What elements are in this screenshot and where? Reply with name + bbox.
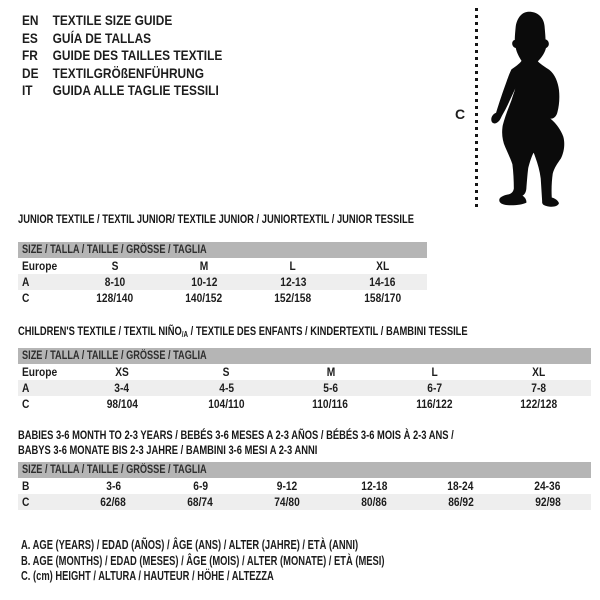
row-label: B bbox=[22, 479, 30, 493]
value-cell: 6-9 bbox=[192, 479, 208, 493]
language-row bbox=[22, 82, 258, 100]
language-code: ES bbox=[22, 29, 38, 46]
junior-section-title: JUNIOR TEXTILE / TEXTIL JUNIOR/ TEXTILE JUNIOR / JUNIORTEXTIL / JUNIOR TESSILE bbox=[18, 212, 414, 226]
size-cell: XS bbox=[115, 365, 129, 379]
size-cell: XL bbox=[532, 365, 546, 379]
height-measure-dashed-line bbox=[475, 8, 478, 207]
row-label: Europe bbox=[22, 259, 58, 273]
row-label: C bbox=[22, 397, 30, 411]
language-row bbox=[22, 12, 258, 30]
value-cell: 152/158 bbox=[274, 291, 312, 305]
value-cell: 80/86 bbox=[361, 495, 387, 509]
table-row bbox=[18, 380, 591, 396]
value-cell: 68/74 bbox=[187, 495, 213, 509]
table-row bbox=[18, 494, 591, 510]
language-label: TEXTILGRÖßENFÜHRUNG bbox=[52, 64, 204, 81]
size-cell: S bbox=[222, 365, 230, 379]
value-cell: 158/170 bbox=[363, 291, 401, 305]
row-label: A bbox=[22, 381, 30, 395]
value-cell: 122/128 bbox=[520, 397, 558, 411]
value-cell: 5-6 bbox=[323, 381, 338, 395]
value-cell: 86/92 bbox=[447, 495, 474, 509]
value-cell: 116/122 bbox=[416, 397, 453, 411]
value-cell: 3-4 bbox=[114, 381, 130, 395]
table-row bbox=[18, 478, 591, 494]
size-cell: XL bbox=[375, 259, 389, 273]
babies-size-table bbox=[18, 462, 591, 510]
value-cell: 62/68 bbox=[100, 495, 127, 509]
row-label: C bbox=[22, 495, 30, 509]
junior-size-table bbox=[18, 242, 427, 306]
table-row bbox=[18, 396, 591, 412]
value-cell: 3-6 bbox=[106, 479, 121, 493]
value-cell: 14-16 bbox=[369, 275, 396, 289]
language-header bbox=[22, 12, 258, 100]
value-cell: 110/116 bbox=[312, 397, 349, 411]
table-row bbox=[18, 258, 427, 274]
footnotes bbox=[21, 538, 506, 585]
value-cell: 9-12 bbox=[276, 479, 298, 493]
value-cell: 10-12 bbox=[190, 275, 217, 289]
children-section-title: CHILDREN'S TEXTILE / TEXTIL NIÑO/A / TEXTILE DES ENFANTS / KINDERTEXTIL / BAMBINI TESSILE bbox=[18, 324, 468, 339]
value-cell: 98/104 bbox=[106, 397, 138, 411]
language-code: EN bbox=[22, 12, 39, 28]
language-code: IT bbox=[22, 82, 33, 98]
footnote-line: C. (cm) HEIGHT / ALTURA / HAUTEUR / HÖHE / ALTEZZA bbox=[21, 569, 274, 583]
language-row bbox=[22, 65, 258, 83]
row-label: A bbox=[22, 275, 30, 289]
value-cell: 4-5 bbox=[218, 381, 234, 395]
height-measure-label: C bbox=[454, 106, 466, 122]
language-code: DE bbox=[22, 64, 39, 81]
table-row bbox=[18, 274, 427, 290]
baby-silhouette-image bbox=[486, 8, 582, 208]
language-label: TEXTILE SIZE GUIDE bbox=[52, 12, 173, 28]
footnote-line: B. AGE (MONTHS) / EDAD (MESES) / ÂGE (MOIS) / ALTER (MONATE) / ETÀ (MESI) bbox=[21, 553, 385, 568]
value-cell: 128/140 bbox=[96, 291, 134, 305]
size-header-band: SIZE / TALLA / TAILLE / GRÖSSE / TAGLIA bbox=[18, 462, 591, 478]
language-row bbox=[22, 47, 258, 65]
row-label: Europe bbox=[22, 365, 58, 379]
value-cell: 6-7 bbox=[427, 381, 443, 395]
children-size-table bbox=[18, 348, 591, 412]
value-cell: 104/110 bbox=[208, 397, 245, 411]
subscript-text: /A bbox=[181, 330, 189, 339]
babies-section-title: BABIES 3-6 MONTH TO 2-3 YEARS / BEBÉS 3-6 MESES A 2-3 AÑOS / BÉBÉS 3-6 MOIS À 2-3 ANS / BABYS 3-6 MONATE BIS 2-3 JAHRE / BAMBINI 3-6 MESI A 2-3 ANNI bbox=[18, 428, 454, 457]
language-row bbox=[22, 30, 258, 48]
footnote-line: A. AGE (YEARS) / EDAD (AÑOS) / ÂGE (ANS) / ALTER (JAHRE) / ETÀ (ANNI) bbox=[21, 538, 359, 552]
language-label: GUIDE DES TAILLES TEXTILE bbox=[52, 47, 223, 63]
table-row bbox=[18, 290, 427, 306]
value-cell: 24-36 bbox=[534, 479, 561, 493]
size-cell: L bbox=[431, 365, 438, 379]
size-cell: M bbox=[326, 365, 335, 379]
size-cell: S bbox=[111, 259, 119, 273]
size-cell: L bbox=[290, 259, 297, 273]
value-cell: 12-18 bbox=[360, 479, 387, 493]
size-cell: M bbox=[199, 259, 209, 273]
language-label: GUÍA DE TALLAS bbox=[52, 29, 152, 46]
value-cell: 140/152 bbox=[185, 291, 223, 305]
value-cell: 8-10 bbox=[104, 275, 125, 289]
value-cell: 74/80 bbox=[274, 495, 300, 509]
value-cell: 7-8 bbox=[531, 381, 547, 395]
size-header-band: SIZE / TALLA / TAILLE / GRÖSSE / TAGLIA bbox=[18, 348, 591, 364]
table-row bbox=[18, 364, 591, 380]
value-cell: 12-13 bbox=[280, 275, 307, 289]
size-header-band: SIZE / TALLA / TAILLE / GRÖSSE / TAGLIA bbox=[18, 242, 427, 258]
language-code: FR bbox=[22, 47, 38, 63]
language-label: GUIDA ALLE TAGLIE TESSILI bbox=[52, 82, 219, 98]
row-label: C bbox=[22, 291, 30, 305]
value-cell: 18-24 bbox=[447, 479, 474, 493]
value-cell: 92/98 bbox=[534, 495, 561, 509]
